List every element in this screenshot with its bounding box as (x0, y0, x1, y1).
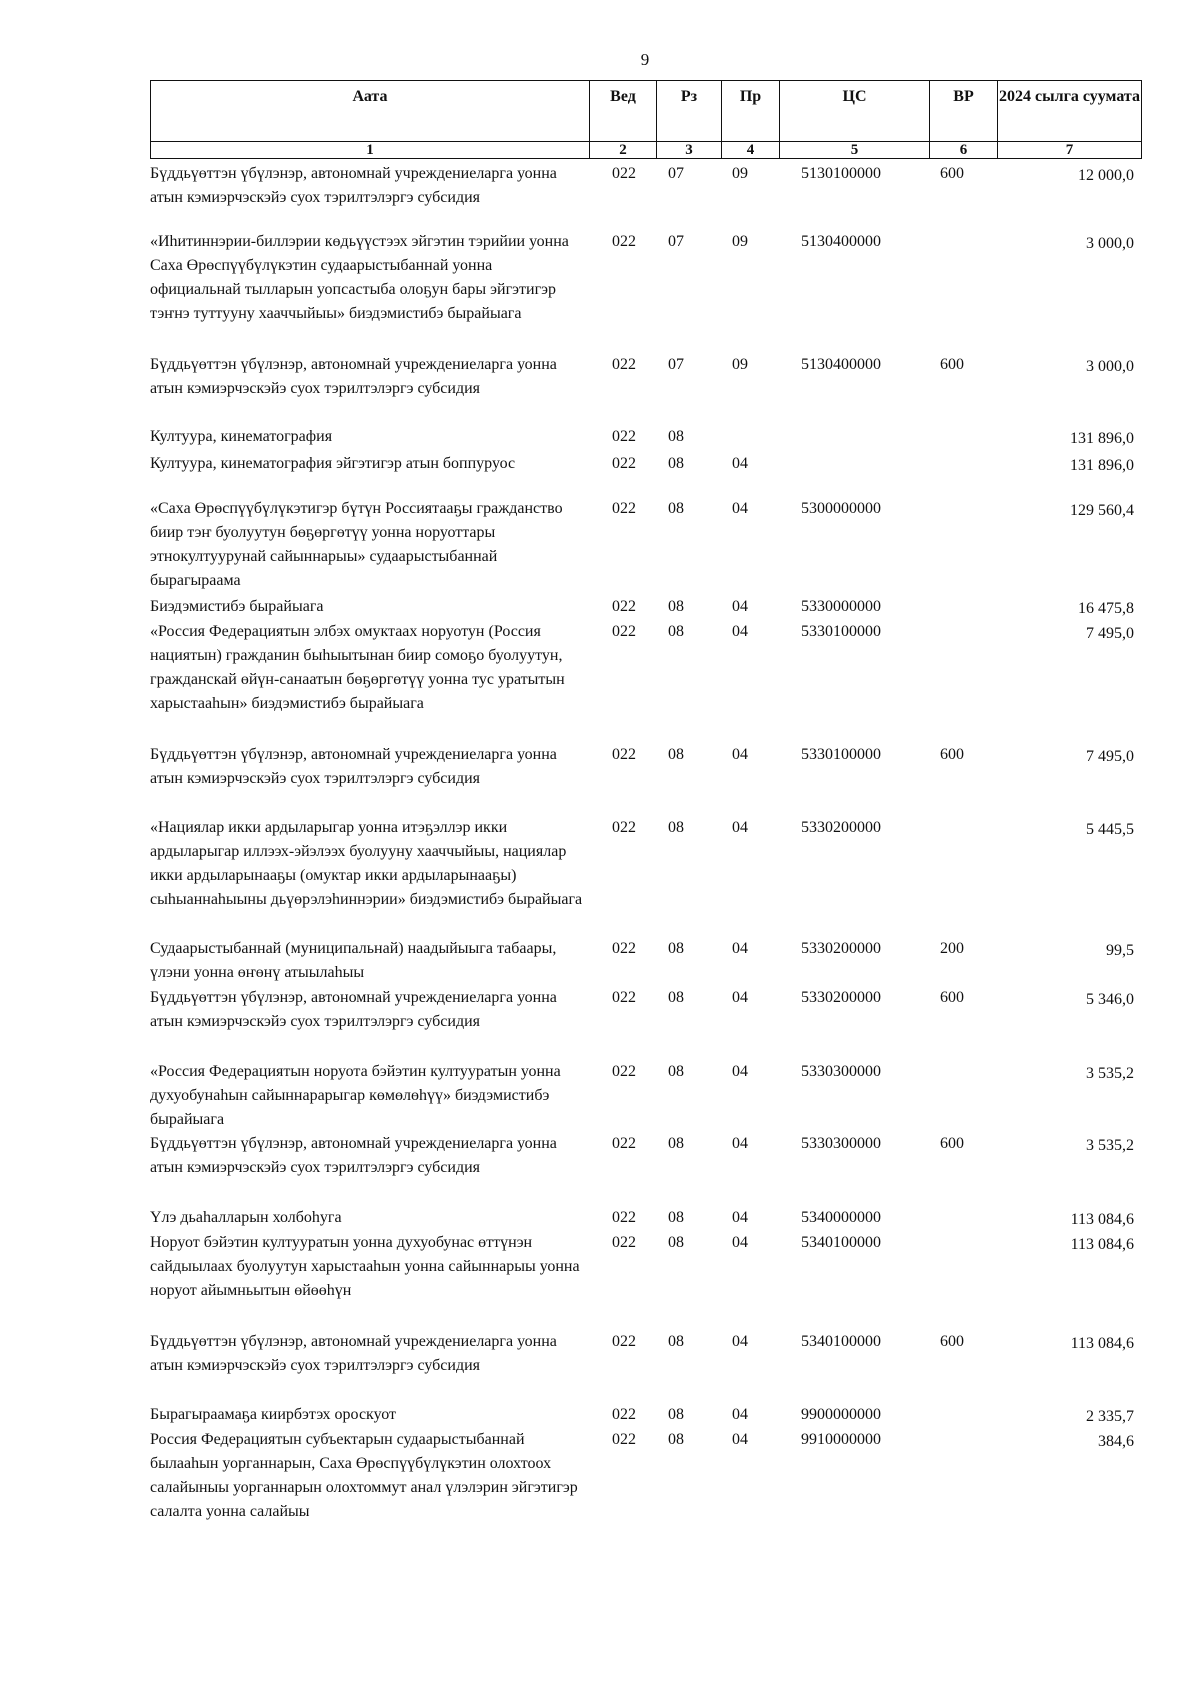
table-row (150, 986, 1140, 1060)
row-pr: 09 (732, 356, 748, 373)
row-cs: 5330200000 (801, 989, 881, 1006)
row-pr: 04 (732, 455, 748, 472)
row-vr: 600 (940, 356, 964, 373)
row-name: Бүддьүөттэн үбүлэнэр, автономнай учреждениеларга уонна атын кэмиэрчэскэйэ суох тэрилтэлэргэ субсидия (150, 746, 557, 787)
row-cs: 5130100000 (801, 165, 881, 182)
row-ved: 022 (612, 940, 636, 957)
row-amount: 113 084,6 (1070, 1335, 1134, 1352)
row-pr: 04 (732, 940, 748, 957)
row-ved: 022 (612, 1406, 636, 1423)
table-row (150, 620, 1140, 743)
header-row (151, 81, 1142, 142)
row-name: «Иһитиннэрии-биллэрии көдьүүстээх эйгэтин тэрийии уонна Саха Өрөспүүбүлүкэтин судаарыстыбаннай уонна официальнай тылларын уопсастыба олоҕун бары эйгэтигэр тэҥнэ туттууну хааччыйыы» биэдэмистибэ бырайыага (150, 233, 569, 322)
row-ved: 022 (612, 1333, 636, 1350)
header-name: Аата (151, 81, 590, 142)
row-vr: 600 (940, 1333, 964, 1350)
table-row (150, 1132, 1140, 1206)
table-row (150, 452, 1140, 497)
row-rz: 08 (668, 940, 684, 957)
header-number-row (151, 142, 1142, 159)
row-rz: 08 (668, 1333, 684, 1350)
row-amount: 99,5 (1106, 942, 1134, 959)
row-vr (926, 1428, 993, 1553)
row-ved: 022 (612, 165, 636, 182)
row-cs (777, 425, 926, 452)
table-row (150, 816, 1140, 937)
row-pr: 04 (732, 598, 748, 615)
row-ved: 022 (612, 428, 636, 445)
row-ved: 022 (612, 1135, 636, 1152)
row-ved: 022 (612, 356, 636, 373)
header-number: 2 (590, 142, 657, 159)
row-cs: 9900000000 (801, 1406, 881, 1423)
row-rz: 08 (668, 1431, 684, 1448)
header-number: 3 (657, 142, 722, 159)
row-ved: 022 (612, 455, 636, 472)
row-pr: 04 (732, 1234, 748, 1251)
row-cs: 5300000000 (801, 500, 881, 517)
row-name: Үлэ дьаһалларын холбоһуга (150, 1209, 342, 1226)
row-rz: 08 (668, 500, 684, 517)
table-row (150, 425, 1140, 452)
row-rz: 07 (668, 356, 684, 373)
row-name: Судаарыстыбаннай (муниципальнай) наадыйыыга табаары, үлэни уонна өҥөнү атыылаһыы (150, 940, 557, 981)
header-number: 7 (998, 142, 1142, 159)
row-vr: 600 (940, 989, 964, 1006)
row-cs: 5340000000 (801, 1209, 881, 1226)
table-row (150, 1330, 1140, 1403)
row-vr (926, 425, 993, 452)
table-row (150, 353, 1140, 425)
row-cs: 5130400000 (801, 233, 881, 250)
row-ved: 022 (612, 1431, 636, 1448)
row-cs: 5330300000 (801, 1063, 881, 1080)
row-rz: 08 (668, 989, 684, 1006)
header-number: 1 (151, 142, 590, 159)
row-pr: 04 (732, 1431, 748, 1448)
row-amount: 131 896,0 (1070, 430, 1134, 447)
header-vr: ВР (930, 81, 998, 142)
row-rz: 08 (668, 1406, 684, 1423)
row-name: Бүддьүөттэн үбүлэнэр, автономнай учреждениеларга уонна атын кэмиэрчэскэйэ суох тэрилтэлэргэ субсидия (150, 165, 557, 206)
table-row (150, 1206, 1140, 1231)
table-row (150, 595, 1140, 620)
row-pr: 04 (732, 746, 748, 763)
row-rz: 08 (668, 1063, 684, 1080)
table-row (150, 937, 1140, 986)
row-ved: 022 (612, 1234, 636, 1251)
row-ved: 022 (612, 233, 636, 250)
row-name: «Саха Өрөспүүбүлүкэтигэр бүтүн Россиятааҕы гражданство биир тэҥ буолуутун бөҕөргөтүү уонна норуоттары этнокултуурунай сайыннарыы» судаарыстыбаннай бырагыраама (150, 500, 563, 589)
row-rz: 08 (668, 428, 684, 445)
row-cs: 5340100000 (801, 1234, 881, 1251)
row-vr (926, 497, 993, 595)
header-pr: Пр (722, 81, 780, 142)
row-name: Бүддьүөттэн үбүлэнэр, автономнай учреждениеларга уонна атын кэмиэрчэскэйэ суох тэрилтэлэргэ субсидия (150, 989, 557, 1030)
table-row (150, 1428, 1140, 1553)
row-vr: 200 (940, 940, 964, 957)
row-rz: 08 (668, 623, 684, 640)
row-cs: 5330200000 (801, 819, 881, 836)
row-amount: 5 445,5 (1086, 821, 1134, 838)
row-name: «Россия Федерациятын элбэх омуктаах норуотун (Россия нациятын) гражданин быһыытынан биир сомоҕо буолуутун, гражданскай өйүн-санаатын бөҕөргөтүү уонна тус уратытын харыстааһын» биэдэмистибэ бырайыага (150, 623, 565, 712)
row-rz: 08 (668, 598, 684, 615)
header-ved: Вед (590, 81, 657, 142)
row-vr (926, 620, 993, 743)
table-row (150, 497, 1140, 595)
row-pr (720, 425, 777, 452)
row-amount: 7 495,0 (1086, 625, 1134, 642)
row-name: Култуура, кинематография эйгэтигэр атын боппуруос (150, 455, 516, 472)
row-pr: 04 (732, 623, 748, 640)
row-ved: 022 (612, 500, 636, 517)
row-name: Норуот бэйэтин култууратын уонна духуобунас өттүнэн сайдыылаах буолуутун харыстааһын уонна сайыннарыы уонна норуот айымньытын өйөөһүн (150, 1234, 580, 1299)
row-name: Бүддьүөттэн үбүлэнэр, автономнай учреждениеларга уонна атын кэмиэрчэскэйэ суох тэрилтэлэргэ субсидия (150, 1135, 557, 1176)
table-row (150, 1231, 1140, 1330)
row-rz: 08 (668, 1209, 684, 1226)
row-pr: 04 (732, 1063, 748, 1080)
row-vr (926, 595, 993, 620)
row-vr (926, 230, 993, 353)
row-pr: 04 (732, 819, 748, 836)
row-cs: 5330000000 (801, 598, 881, 615)
row-amount: 2 335,7 (1086, 1408, 1134, 1425)
row-ved: 022 (612, 989, 636, 1006)
row-cs: 5330200000 (801, 940, 881, 957)
row-cs: 5130400000 (801, 356, 881, 373)
table-header (150, 80, 1142, 159)
row-amount: 3 535,2 (1086, 1137, 1134, 1154)
row-cs: 5340100000 (801, 1333, 881, 1350)
table-body (150, 162, 1140, 1553)
row-pr: 09 (732, 165, 748, 182)
row-pr: 04 (732, 1406, 748, 1423)
row-name: Култуура, кинематография (150, 428, 333, 445)
table-row (150, 230, 1140, 353)
row-name: «Нациялар икки ардыларыгар уонна итэҕэллэр икки ардыларыгар иллээх-эйэлээх буолууну хааччыйыы, нациялар икки ардыларынааҕы (омуктар икки ардыларынааҕы) сыһыаннаһыыны дьүөрэлэһиннэрии» биэдэмистибэ бырайыага (150, 819, 583, 908)
row-amount: 113 084,6 (1070, 1211, 1134, 1228)
row-rz: 08 (668, 455, 684, 472)
header-number: 6 (930, 142, 998, 159)
row-amount: 131 896,0 (1070, 457, 1134, 474)
row-amount: 12 000,0 (1078, 167, 1134, 184)
header-rz: Рз (657, 81, 722, 142)
table-row (150, 743, 1140, 816)
row-rz: 07 (668, 233, 684, 250)
table-row (150, 162, 1140, 230)
row-pr: 09 (732, 233, 748, 250)
row-vr (926, 1231, 993, 1330)
row-cs: 5330100000 (801, 623, 881, 640)
row-rz: 08 (668, 746, 684, 763)
header-amount: 2024 сылга суумата (998, 81, 1142, 142)
row-rz: 08 (668, 1234, 684, 1251)
table-row (150, 1060, 1140, 1132)
row-name: Бүддьүөттэн үбүлэнэр, автономнай учреждениеларга уонна атын кэмиэрчэскэйэ суох тэрилтэлэргэ субсидия (150, 356, 557, 397)
row-ved: 022 (612, 1063, 636, 1080)
row-amount: 384,6 (1098, 1433, 1134, 1450)
row-amount: 5 346,0 (1086, 991, 1134, 1008)
row-amount: 3 000,0 (1086, 358, 1134, 375)
header-cs: ЦС (780, 81, 930, 142)
row-rz: 08 (668, 1135, 684, 1152)
row-cs (777, 452, 926, 497)
row-vr: 600 (940, 746, 964, 763)
row-amount: 3 535,2 (1086, 1065, 1134, 1082)
table-row (150, 1403, 1140, 1428)
row-amount: 7 495,0 (1086, 748, 1134, 765)
row-cs: 5330100000 (801, 746, 881, 763)
row-rz: 07 (668, 165, 684, 182)
row-pr: 04 (732, 500, 748, 517)
row-ved: 022 (612, 819, 636, 836)
row-ved: 022 (612, 746, 636, 763)
row-ved: 022 (612, 623, 636, 640)
row-name: «Россия Федерациятын норуота бэйэтин култууратын уонна духуобунаһын сайыннарарыгар көмөлөһүү» биэдэмистибэ бырайыага (150, 1063, 561, 1128)
row-rz: 08 (668, 819, 684, 836)
page-number: 9 (640, 50, 650, 69)
row-amount: 113 084,6 (1070, 1236, 1134, 1253)
row-ved: 022 (612, 1209, 636, 1226)
row-amount: 3 000,0 (1086, 235, 1134, 252)
row-pr: 04 (732, 1333, 748, 1350)
row-name: Биэдэмистибэ бырайыага (150, 598, 324, 615)
row-cs: 9910000000 (801, 1431, 881, 1448)
row-amount: 16 475,8 (1078, 600, 1134, 617)
row-vr: 600 (940, 1135, 964, 1152)
row-name: Бырагыраамаҕа киирбэтэх ороскуот (150, 1406, 396, 1423)
row-vr (926, 1060, 993, 1132)
row-amount: 129 560,4 (1070, 502, 1134, 519)
row-vr (926, 816, 993, 937)
row-cs: 5330300000 (801, 1135, 881, 1152)
row-pr: 04 (732, 989, 748, 1006)
row-pr: 04 (732, 1135, 748, 1152)
row-vr (926, 1206, 993, 1231)
row-vr: 600 (940, 165, 964, 182)
row-ved: 022 (612, 598, 636, 615)
header-number: 5 (780, 142, 930, 159)
row-vr (926, 1403, 993, 1428)
header-number: 4 (722, 142, 780, 159)
row-vr (926, 452, 993, 497)
row-name: Россия Федерациятын субъектарын судаарыстыбаннай былааһын уорганнарын, Саха Өрөспүүбүлүкэтин олохтоох салайыныы уорганнарын олохтоммут анал үлэлэрин эйгэтигэр салалта уонна салайыы (150, 1431, 578, 1520)
row-pr: 04 (732, 1209, 748, 1226)
row-name: Бүддьүөттэн үбүлэнэр, автономнай учреждениеларга уонна атын кэмиэрчэскэйэ суох тэрилтэлэргэ субсидия (150, 1333, 557, 1374)
